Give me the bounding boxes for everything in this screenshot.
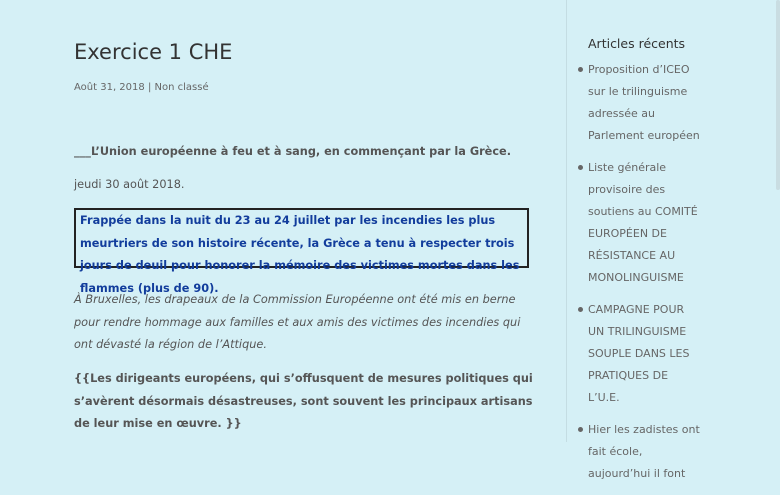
recent-post-link[interactable]: Liste générale provisoire des soutiens au COMITÉ EUROPÉEN DE RÉSISTANCE AU MONOLINGUISME (588, 161, 698, 284)
recent-post-link[interactable]: Hier les zadistes ont fait école, aujourd’hui il font (588, 423, 700, 480)
bullet-icon (578, 307, 583, 312)
recent-posts-title: Articles récents (588, 36, 686, 51)
quote-paragraph: {{Les dirigeants européens, qui s’offusquent de mesures politiques qui s’avèrent désormais désastreuses, sont souvent les principaux artisans de leur mise en œuvre. }} (74, 372, 533, 430)
list-item (578, 157, 768, 289)
list-item (578, 419, 768, 485)
recent-post-link[interactable]: CAMPAGNE POUR UN TRILINGUISME SOUPLE DANS LES PRATIQUES DE L’U.E. (588, 303, 690, 404)
bullet-icon (578, 427, 583, 432)
post-category-link[interactable]: Non classé (154, 82, 209, 93)
highlighted-paragraph: Frappée dans la nuit du 23 au 24 juillet par les incendies les plus meurtriers de son histoire récente, la Grèce a tenu à respecter trois jours de deuil pour honorer la mémoire des victimes mortes dans les flammes (plus de 90). (74, 208, 529, 268)
article-date: jeudi 30 août 2018. (74, 178, 185, 191)
post-meta (74, 82, 209, 93)
bullet-icon (578, 67, 583, 72)
scrollbar[interactable] (776, 0, 780, 190)
bullet-icon (578, 165, 583, 170)
meta-separator: | (147, 82, 152, 93)
article-headline: ___L’Union européenne à feu et à sang, en commençant par la Grèce. (74, 145, 511, 158)
post-date: Août 31, 2018 (74, 82, 145, 93)
italic-paragraph: À Bruxelles, les drapeaux de la Commission Européenne ont été mis en berne pour rendre hommage aux familles et aux amis des victimes des incendies qui ont dévasté la région de l’Attique. (74, 293, 521, 351)
list-item (578, 59, 768, 147)
post-title: Exercice 1 CHE (74, 40, 233, 64)
recent-posts-list (578, 59, 768, 495)
list-item (578, 299, 768, 409)
sidebar-divider (566, 0, 567, 442)
recent-post-link[interactable]: Proposition d’ICEO sur le trilinguisme adressée au Parlement européen (588, 63, 700, 142)
